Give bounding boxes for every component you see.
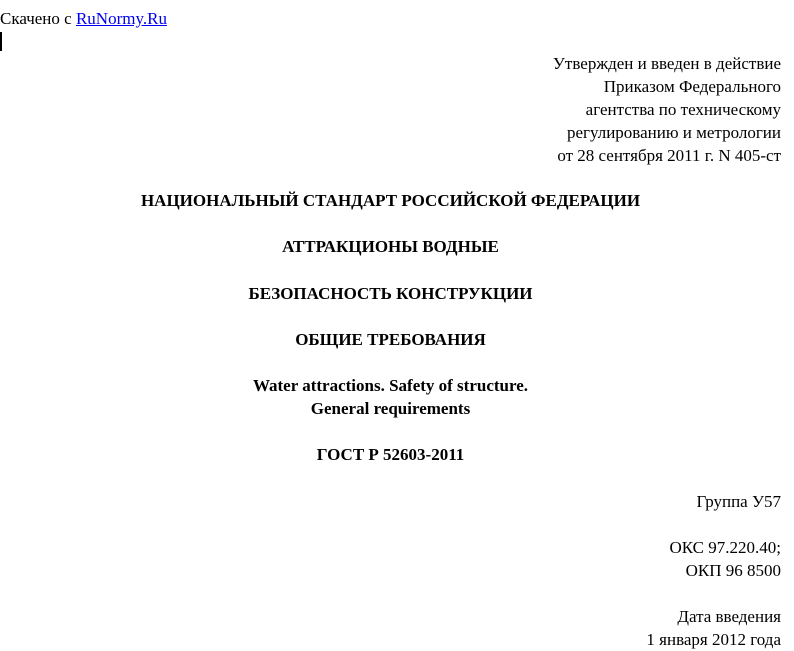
source-link[interactable]: RuNormy.Ru — [75, 9, 167, 28]
oks-code: ОКС 97.220.40; — [669, 538, 781, 557]
approval-line: от 28 сентября 2011 г. N 405-ст — [557, 146, 781, 165]
topic-heading: БЕЗОПАСНОСТЬ КОНСТРУКЦИИ — [248, 284, 533, 303]
english-title-line-1: Water attractions. Safety of structure. — [252, 376, 529, 395]
approval-block — [553, 52, 781, 167]
source-line — [0, 7, 167, 30]
okp-code: ОКП 96 8500 — [685, 561, 781, 580]
subject-heading: АТТРАКЦИОНЫ ВОДНЫЕ — [282, 237, 499, 256]
english-title-line-2: General requirements — [310, 399, 471, 418]
text-cursor — [0, 32, 2, 51]
standard-type-heading: НАЦИОНАЛЬНЫЙ СТАНДАРТ РОССИЙСКОЙ ФЕДЕРАЦИИ — [140, 191, 641, 210]
intro-date-label: Дата введения — [677, 607, 781, 626]
source-prefix: Скачено с — [0, 9, 76, 28]
group-code: Группа У57 — [696, 492, 781, 511]
approval-line: Приказом Федерального — [603, 77, 781, 96]
standard-designation: ГОСТ Р 52603-2011 — [316, 445, 465, 464]
approval-line: агентства по техническому — [585, 100, 781, 119]
approval-line: регулированию и метрологии — [566, 123, 781, 142]
intro-date-value: 1 января 2012 года — [646, 630, 781, 649]
approval-line: Утвержден и введен в действие — [552, 54, 781, 73]
subtopic-heading: ОБЩИЕ ТРЕБОВАНИЯ — [295, 330, 486, 349]
